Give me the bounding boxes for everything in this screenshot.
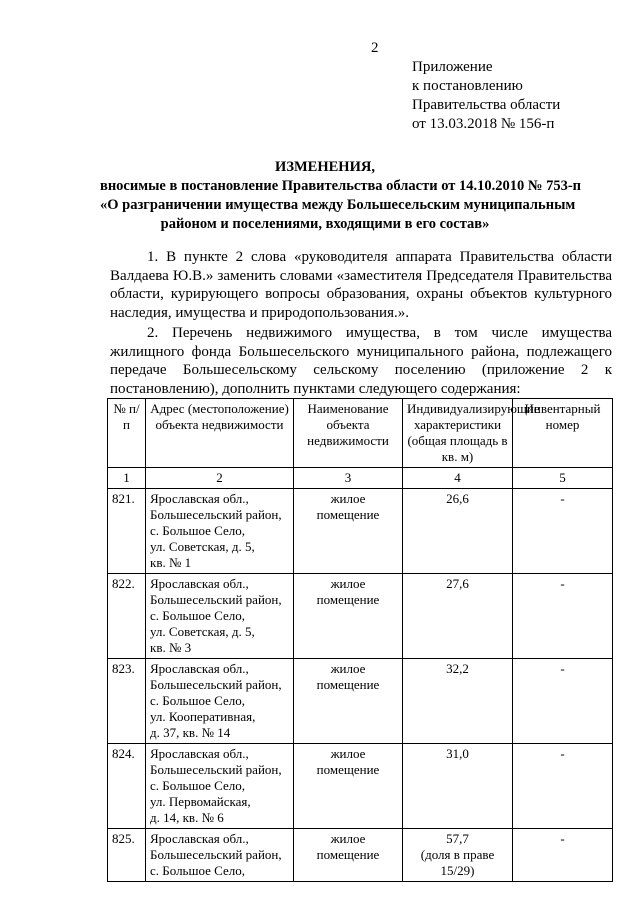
paragraph-2: 2. Перечень недвижимого имущества, в том числе имущества жилищного фонда Большесельского муниципального района, подлежащего передаче Большесельскому сельскому поселению (приложение 2 к постановлению), дополнить пунктами следующего содержания:: [110, 325, 612, 397]
name-line: помещение: [316, 847, 380, 862]
title-line: «О разграничении имущества между Большесельским муниципальным: [100, 197, 576, 213]
name-line: жилое: [330, 746, 366, 761]
address-line: с. Большое Село,: [150, 778, 246, 793]
row-inventory: -: [513, 744, 613, 829]
column-number-row: [108, 468, 613, 489]
appendix-line: Приложение: [412, 59, 493, 75]
name-line: жилое: [330, 491, 366, 506]
row-num: 823.: [108, 659, 146, 744]
row-name: [294, 574, 403, 659]
address-line: ул. Кооперативная,: [150, 709, 256, 724]
column-number: 5: [513, 468, 613, 489]
characteristics-line: 32,2: [446, 661, 469, 676]
name-line: жилое: [330, 576, 366, 591]
appendix-block: [412, 58, 560, 134]
address-line: ул. Советская, д. 5,: [150, 624, 255, 639]
body-text: [110, 248, 612, 398]
address-line: ул. Советская, д. 5,: [150, 539, 255, 554]
document-title: [100, 158, 582, 234]
table-row: [108, 744, 613, 829]
name-line: жилое: [330, 831, 366, 846]
header-name: Наименование объекта недвижимости: [294, 399, 403, 468]
table-row: [108, 574, 613, 659]
address-line: кв. № 3: [150, 640, 192, 655]
appendix-line: к постановлению: [412, 78, 523, 94]
row-characteristics: [403, 659, 513, 744]
table-header-row: [108, 399, 613, 468]
row-name: [294, 489, 403, 574]
header-inventory: Инвентарный номер: [513, 399, 613, 468]
characteristics-line: (доля в праве: [420, 847, 495, 862]
row-num: 821.: [108, 489, 146, 574]
row-num: 824.: [108, 744, 146, 829]
characteristics-line: 27,6: [446, 576, 469, 591]
row-address: [146, 574, 294, 659]
row-num: 822.: [108, 574, 146, 659]
address-line: Ярославская обл.,: [150, 661, 249, 676]
row-name: [294, 829, 403, 882]
row-address: [146, 659, 294, 744]
appendix-line: Правительства области: [412, 97, 561, 113]
title-line: районом и поселениями, входящими в его состав»: [160, 216, 490, 232]
characteristics-line: 26,6: [446, 491, 469, 506]
row-characteristics: [403, 829, 513, 882]
characteristics-line: 15/29): [440, 863, 475, 878]
column-number: 3: [294, 468, 403, 489]
column-number: 1: [108, 468, 146, 489]
name-line: помещение: [316, 762, 380, 777]
address-line: с. Большое Село,: [150, 523, 246, 538]
name-line: помещение: [316, 592, 380, 607]
address-line: кв. № 1: [150, 555, 192, 570]
paragraph-1: 1. В пункте 2 слова «руководителя аппарата Правительства области Валдаева Ю.В.» заменить словами «заместителя Председателя Правительства области, курирующего вопросы образования, охраны объектов культурного наследия, имущества и природопользования.».: [110, 249, 612, 321]
table-row: [108, 829, 613, 882]
address-line: Большесельский район,: [150, 762, 282, 777]
name-line: помещение: [316, 677, 380, 692]
row-name: [294, 659, 403, 744]
table-row: [108, 489, 613, 574]
row-name: [294, 744, 403, 829]
address-line: Большесельский район,: [150, 592, 282, 607]
header-address: Адрес (местоположение) объекта недвижимости: [146, 399, 294, 468]
row-address: [146, 489, 294, 574]
row-characteristics: [403, 744, 513, 829]
address-line: ул. Первомайская,: [150, 794, 251, 809]
address-line: с. Большое Село,: [150, 693, 246, 708]
address-line: с. Большое Село,: [150, 608, 246, 623]
address-line: Большесельский район,: [150, 507, 282, 522]
row-characteristics: [403, 489, 513, 574]
property-table: [107, 398, 613, 882]
column-number: 4: [403, 468, 513, 489]
address-line: Большесельский район,: [150, 847, 282, 862]
characteristics-line: 31,0: [446, 746, 469, 761]
table-row: [108, 659, 613, 744]
row-inventory: -: [513, 574, 613, 659]
row-address: [146, 829, 294, 882]
address-line: Ярославская обл.,: [150, 576, 249, 591]
address-line: Ярославская обл.,: [150, 746, 249, 761]
appendix-line: от 13.03.2018 № 156-п: [412, 116, 555, 132]
address-line: д. 37, кв. № 14: [150, 725, 231, 740]
address-line: Ярославская обл.,: [150, 831, 249, 846]
address-line: с. Большое Село,: [150, 863, 246, 878]
column-number: 2: [146, 468, 294, 489]
address-line: Ярославская обл.,: [150, 491, 249, 506]
header-num: № п/п: [108, 399, 146, 468]
page-number: 2: [371, 40, 379, 56]
row-characteristics: [403, 574, 513, 659]
row-inventory: -: [513, 659, 613, 744]
row-address: [146, 744, 294, 829]
title-line: вносимые в постановление Правительства области от 14.10.2010 № 753-п: [100, 178, 582, 194]
row-inventory: -: [513, 829, 613, 882]
title-heading: ИЗМЕНЕНИЯ,: [275, 159, 375, 175]
name-line: жилое: [330, 661, 366, 676]
row-num: 825.: [108, 829, 146, 882]
header-characteristics: Индивидуализирующие характеристики (общая площадь в кв. м): [403, 399, 513, 468]
address-line: д. 14, кв. № 6: [150, 810, 224, 825]
characteristics-line: 57,7: [446, 831, 469, 846]
address-line: Большесельский район,: [150, 677, 282, 692]
name-line: помещение: [316, 507, 380, 522]
row-inventory: -: [513, 489, 613, 574]
